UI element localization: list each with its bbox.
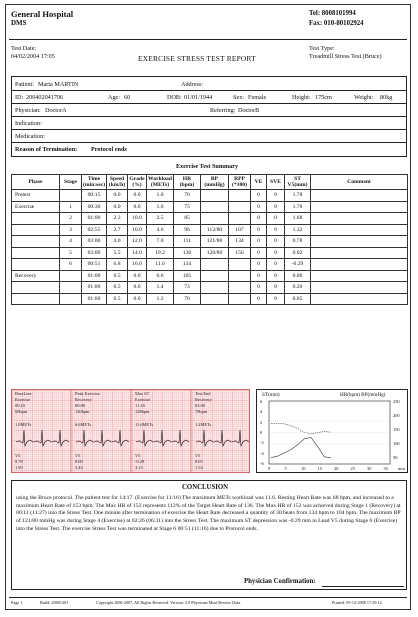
time-tick-label: 10: [301, 466, 306, 471]
table-cell: 0: [251, 190, 267, 202]
table-row: [12, 201, 408, 213]
time-tick-label: 35: [383, 466, 388, 471]
ecg-waveforms: [12, 390, 250, 473]
time-tick-label: 20: [334, 466, 339, 471]
physician-confirmation-label: Physician Confirmation:: [244, 578, 316, 585]
st-tick-label: -4: [260, 450, 264, 456]
hr-bp-tick-label: 200: [393, 413, 400, 418]
table-cell: 0.00: [285, 270, 311, 282]
table-cell: [311, 224, 408, 236]
ecg-trace: [136, 430, 189, 446]
table-cell: [311, 190, 408, 202]
table-row: [12, 224, 408, 236]
trend-chart: [256, 389, 408, 473]
table-cell: [60, 293, 82, 305]
table-cell: 2: [60, 213, 82, 225]
ecg-panel-mets: 1.0METs: [15, 422, 32, 427]
column-header: RPP (*100): [229, 175, 251, 190]
table-cell: 134: [229, 236, 251, 248]
time-unit-label: min: [398, 466, 405, 471]
table-cell: 2.3: [107, 213, 128, 225]
table-row: [12, 236, 408, 248]
table-cell: [12, 213, 60, 225]
table-cell: 6.8: [107, 259, 128, 271]
ecg-panel-st: 0.00: [75, 459, 83, 464]
column-header: HR (bpm): [174, 175, 201, 190]
ecg-panel-sub: Exercise: [135, 397, 151, 402]
table-cell: 73: [174, 282, 201, 294]
table-cell: 0: [251, 282, 267, 294]
patient-height: 175cm: [315, 94, 332, 101]
table-cell: [12, 247, 60, 259]
ecg-panel-time: 00:08: [75, 403, 86, 408]
ecg-panel-hr: 128bpm: [135, 409, 150, 414]
table-cell: Pretest: [12, 190, 60, 202]
ecg-panel-time: 00:10: [15, 403, 26, 408]
table-cell: 0: [267, 282, 285, 294]
hr-bp-tick-label: 150: [393, 427, 400, 432]
summary-title: Exercise Test Summary: [176, 163, 239, 170]
footer-page: Page 1: [11, 600, 23, 605]
tel: Tel: 8008101994: [309, 10, 356, 17]
table-cell: [12, 259, 60, 271]
table-cell: 2.7: [107, 224, 128, 236]
column-header: Time (min:sec): [83, 175, 106, 188]
table-cell: 1.4: [147, 282, 174, 294]
id-label: ID:: [15, 94, 24, 101]
table-cell: 70: [174, 293, 201, 305]
table-cell: [311, 213, 408, 225]
table-row: [12, 270, 408, 282]
patient-name: Maria MARTIN: [38, 81, 79, 88]
ecg-panel-sub: Exercise: [15, 397, 31, 402]
ecg-panel-slope: 3.13: [135, 465, 143, 470]
table-cell: 0: [267, 259, 285, 271]
address-label: Address:: [181, 81, 203, 88]
report-title: EXERCISE STRESS TEST REPORT: [138, 54, 256, 63]
table-cell: 105: [174, 270, 201, 282]
ecg-panel-slope: 1.54: [195, 465, 203, 470]
table-cell: [12, 224, 60, 236]
table-cell: 01:00: [82, 282, 107, 294]
table-cell: 107: [229, 224, 251, 236]
height-label: Height:: [292, 94, 311, 101]
termination-reason: Protocol ends: [91, 146, 127, 153]
table-cell: 1.78: [285, 201, 311, 213]
dob-label: DOB:: [167, 94, 182, 101]
patient-id: 200402041706: [26, 94, 64, 101]
table-cell: [229, 282, 251, 294]
table-cell: 112/80: [201, 224, 229, 236]
ecg-panel-st: -0.29: [135, 459, 145, 464]
table-cell: [201, 282, 229, 294]
table-cell: 0.0: [128, 190, 147, 202]
table-cell: 1.0: [147, 190, 174, 202]
column-header: Phase: [12, 175, 60, 190]
time-tick-label: 25: [350, 466, 355, 471]
table-cell: 5.5: [107, 247, 128, 259]
table-cell: [229, 201, 251, 213]
table-cell: 1.32: [285, 224, 311, 236]
table-cell: 0.0: [128, 282, 147, 294]
ecg-trace: [196, 430, 249, 446]
patient-age: 60: [124, 94, 131, 101]
table-cell: 1.0: [147, 201, 174, 213]
column-header: Speed (km/h): [107, 175, 128, 190]
table-cell: 75: [174, 201, 201, 213]
ecg-panel-hr: 120bpm: [75, 409, 90, 414]
table-cell: 0: [267, 247, 285, 259]
patient-sex: Female: [248, 94, 267, 101]
table-row: [12, 213, 408, 225]
weight-label: Weight:: [354, 94, 374, 101]
ecg-panel-title: BaseLine: [15, 391, 32, 396]
test-date-label: Test Date:: [11, 45, 37, 52]
ecg-panel-lead: V5: [75, 453, 81, 458]
table-cell: [12, 282, 60, 294]
table-cell: [60, 282, 82, 294]
ecg-panel-lead: V5: [135, 453, 141, 458]
conclusion-text: using the Bruce protocol. The patient test for 14:17. (Exercise for 11:16) The maximum METs workload was 11.6. Resting Heart Rate was 68 bpm, and increased to a maximum Heart Rate of 153 bpm. The Max HR of 153 represents 112% of the Target Heart Rate of 136. The Max HR of 153 was achieved during Stage 1 (Recovery) at 00:11 (11:27) into the Stress Test. One minute after termination of exercise the Heart Rate decreased a quantity of 30 beats from 134 bpm to 104 bpm. The maximum BP of 121/80 mmHg was during Stage 4 (Exercise) at 02:26 (06:31) into the Stress Test. The maximum ST depression was -0.29 mm in Lead V5 during Stage 6 (Exercise) into the Stress Test. The exercise Stress Test was terminated at Stage 6 00:51 (11:16) due to Protocol ends.: [16, 495, 401, 532]
table-cell: 16.0: [128, 259, 147, 271]
patient-label: Patient:: [15, 81, 34, 88]
table-cell: 85: [174, 213, 201, 225]
column-header: Workload (METs): [148, 175, 172, 188]
hr-trend-line: [271, 438, 331, 458]
table-cell: [311, 236, 408, 248]
hr-bp-tick-label: 100: [393, 441, 400, 446]
table-cell: Recovery: [12, 270, 60, 282]
medication-label: Medication:: [15, 133, 45, 140]
ecg-trace: [76, 430, 129, 446]
table-cell: 00:15: [82, 190, 107, 202]
table-cell: 6.6: [147, 270, 174, 282]
table-cell: [229, 270, 251, 282]
ecg-panel-title: Test End: [195, 391, 211, 396]
table-cell: 156: [229, 247, 251, 259]
time-tick-label: 5: [284, 466, 287, 471]
table-row: [12, 293, 408, 305]
table-cell: 0: [251, 213, 267, 225]
table-cell: 0.5: [107, 293, 128, 305]
table-row: [12, 259, 408, 271]
table-cell: 0.0: [128, 270, 147, 282]
st-tick-label: 6: [260, 399, 263, 404]
ecg-panel-st: 0.05: [195, 459, 203, 464]
table-cell: 0: [267, 224, 285, 236]
ecg-panel-title: Max ST: [135, 391, 150, 396]
ecg-panel-slope: 3.44: [75, 465, 83, 470]
table-cell: 0: [251, 293, 267, 305]
hr-bp-tick-label: 250: [393, 399, 400, 404]
table-cell: 10.2: [147, 247, 174, 259]
divider: [9, 39, 407, 40]
table-cell: 10.0: [128, 224, 147, 236]
footer-copyright: Copyright 2000-2007, All Rights Reserved. Version: 3.0 Physician Must Review Data.: [96, 600, 242, 605]
column-header: Stage: [60, 175, 82, 190]
table-cell: 0.5: [107, 282, 128, 294]
column-header: Comment: [311, 175, 408, 190]
table-cell: 1.2: [147, 293, 174, 305]
referring-label: Referring:: [210, 107, 236, 114]
table-cell: 0: [251, 236, 267, 248]
report-page: [5, 4, 411, 610]
ecg-panel-lead: V5: [195, 453, 201, 458]
table-cell: 01:00: [82, 270, 107, 282]
table-cell: 0.0: [128, 201, 147, 213]
table-cell: 01:00: [82, 293, 107, 305]
ecg-panel-st: 0.78: [15, 459, 23, 464]
table-cell: Exercise: [12, 201, 60, 213]
table-cell: 03:00: [82, 236, 107, 248]
table-cell: [229, 293, 251, 305]
table-cell: 0.02: [285, 247, 311, 259]
table-cell: [311, 201, 408, 213]
exercise-summary-table: [11, 174, 408, 305]
table-cell: [60, 270, 82, 282]
table-cell: 00:51: [82, 259, 107, 271]
table-cell: [201, 293, 229, 305]
fax: Fax: 010-80102924: [309, 20, 364, 27]
test-type-label: Test Type:: [309, 45, 335, 52]
table-cell: 1.68: [285, 213, 311, 225]
table-cell: 111: [174, 236, 201, 248]
st-tick-label: -2: [260, 440, 264, 446]
ecg-panel-hr: 70bpm: [195, 409, 208, 414]
table-cell: 0: [251, 259, 267, 271]
table-cell: [201, 213, 229, 225]
table-cell: 0.0: [107, 201, 128, 213]
st-tick-label: 0: [260, 429, 263, 435]
signature-line: [322, 586, 404, 587]
table-cell: [201, 259, 229, 271]
time-tick-label: 0: [268, 466, 271, 471]
ecg-panel-time: 11:16: [135, 403, 145, 408]
table-cell: 00:30: [82, 201, 107, 213]
table-cell: 0: [251, 247, 267, 259]
table-cell: [12, 293, 60, 305]
table-cell: 0.0: [128, 293, 147, 305]
footer-build: Build: 20001201: [40, 600, 69, 605]
table-cell: [311, 282, 408, 294]
table-cell: 4.0: [107, 236, 128, 248]
table-cell: 0: [251, 270, 267, 282]
physician-label: Physician:: [15, 107, 41, 114]
age-label: Age:: [108, 94, 121, 101]
table-cell: -0.29: [285, 259, 311, 271]
patient-info-box: [11, 76, 407, 157]
table-cell: 130: [174, 247, 201, 259]
footer-printed: Printed: 05-12-2008 17:29:12: [332, 600, 382, 605]
table-cell: 03:00: [82, 247, 107, 259]
table-row: [12, 282, 408, 294]
table-cell: 70: [174, 190, 201, 202]
hr-bp-axis-label: HR(bpm) BP(mmHg): [340, 392, 386, 398]
table-cell: 0: [267, 213, 285, 225]
column-header: BP (mmHg): [201, 175, 229, 190]
column-header: ST V5(mm): [285, 175, 311, 190]
table-cell: [201, 190, 229, 202]
table-cell: [311, 259, 408, 271]
st-tick-label: 2: [260, 419, 263, 425]
table-cell: 5: [60, 247, 82, 259]
table-cell: 0.5: [107, 270, 128, 282]
ecg-panel-mets: 11.6METs: [135, 422, 154, 427]
table-cell: [311, 270, 408, 282]
referring: DoctorB: [238, 107, 260, 114]
table-cell: 0.78: [285, 236, 311, 248]
ecg-panel-lead: V5: [15, 453, 21, 458]
table-cell: 0.0: [107, 190, 128, 202]
table-cell: 0: [251, 201, 267, 213]
physician: DoctorA: [45, 107, 67, 114]
table-cell: 4.6: [147, 224, 174, 236]
time-tick-label: 15: [317, 466, 322, 471]
table-cell: 01:00: [82, 213, 107, 225]
ecg-strips: [11, 389, 250, 473]
ecg-panel-time: 03:00: [195, 403, 206, 408]
st-tick-label: -6: [260, 460, 264, 466]
table-cell: 4: [60, 236, 82, 248]
table-cell: 3: [60, 224, 82, 236]
time-tick-label: 30: [367, 466, 372, 471]
table-cell: 14.0: [128, 247, 147, 259]
table-cell: 120/80: [201, 247, 229, 259]
table-cell: 6: [60, 259, 82, 271]
table-cell: [12, 236, 60, 248]
ecg-panel-mets: 6.6METs: [75, 422, 92, 427]
indication-label: Indication:: [15, 120, 42, 127]
st-axis-label: ST(mm): [262, 392, 280, 398]
sex-label: Sex:: [233, 94, 245, 101]
table-cell: 0.20: [285, 282, 311, 294]
column-header: VE: [251, 175, 267, 190]
table-cell: 0: [267, 270, 285, 282]
test-date: 04/02/2004 17:05: [11, 53, 55, 60]
column-header: SVE: [267, 175, 285, 190]
table-cell: 0: [267, 293, 285, 305]
hospital-name: General Hospital: [11, 9, 74, 19]
ecg-panel-mets: 1.2METs: [195, 422, 212, 427]
table-cell: [229, 190, 251, 202]
table-cell: 0: [267, 236, 285, 248]
trend-plot: [257, 390, 409, 474]
table-row: [12, 247, 408, 259]
hr-bp-tick-label: 50: [393, 455, 398, 460]
table-cell: 10.0: [128, 213, 147, 225]
table-cell: 0: [267, 201, 285, 213]
conclusion-box: [11, 480, 407, 590]
table-cell: 134: [174, 259, 201, 271]
ecg-panel-sub: Recovery: [75, 397, 92, 402]
ecg-trace: [16, 430, 69, 446]
table-cell: 0: [251, 224, 267, 236]
table-cell: 02:55: [82, 224, 107, 236]
table-cell: 1: [60, 201, 82, 213]
ecg-panel-slope: 1.90: [15, 465, 23, 470]
department: DMS: [11, 19, 27, 27]
ecg-panel-title: Peak Exercise: [75, 391, 100, 396]
table-cell: 121/80: [201, 236, 229, 248]
table-cell: 2.5: [147, 213, 174, 225]
column-header: Grade (%): [129, 175, 145, 188]
table-cell: 96: [174, 224, 201, 236]
ecg-panel-hr: 60bpm: [15, 409, 28, 414]
patient-weight: 80kg: [380, 94, 393, 101]
table-cell: 7.0: [147, 236, 174, 248]
st-tick-label: 4: [260, 409, 263, 415]
table-cell: [201, 201, 229, 213]
table-cell: [60, 190, 82, 202]
table-cell: [311, 247, 408, 259]
test-type: Treadmill Stress Test (Bruce): [309, 53, 382, 60]
ecg-panel-sub: Recovery: [195, 397, 212, 402]
table-cell: [201, 270, 229, 282]
table-cell: 11.6: [147, 259, 174, 271]
conclusion-title: CONCLUSION: [182, 484, 229, 491]
table-cell: [229, 213, 251, 225]
table-cell: 12.0: [128, 236, 147, 248]
table-cell: [229, 259, 251, 271]
table-cell: 0.05: [285, 293, 311, 305]
table-cell: 0: [267, 190, 285, 202]
patient-dob: 01/01/1944: [184, 94, 213, 101]
table-cell: 1.78: [285, 190, 311, 202]
table-row: [12, 190, 408, 202]
table-cell: [311, 293, 408, 305]
termination-label: Reason of Termination:: [15, 146, 78, 153]
